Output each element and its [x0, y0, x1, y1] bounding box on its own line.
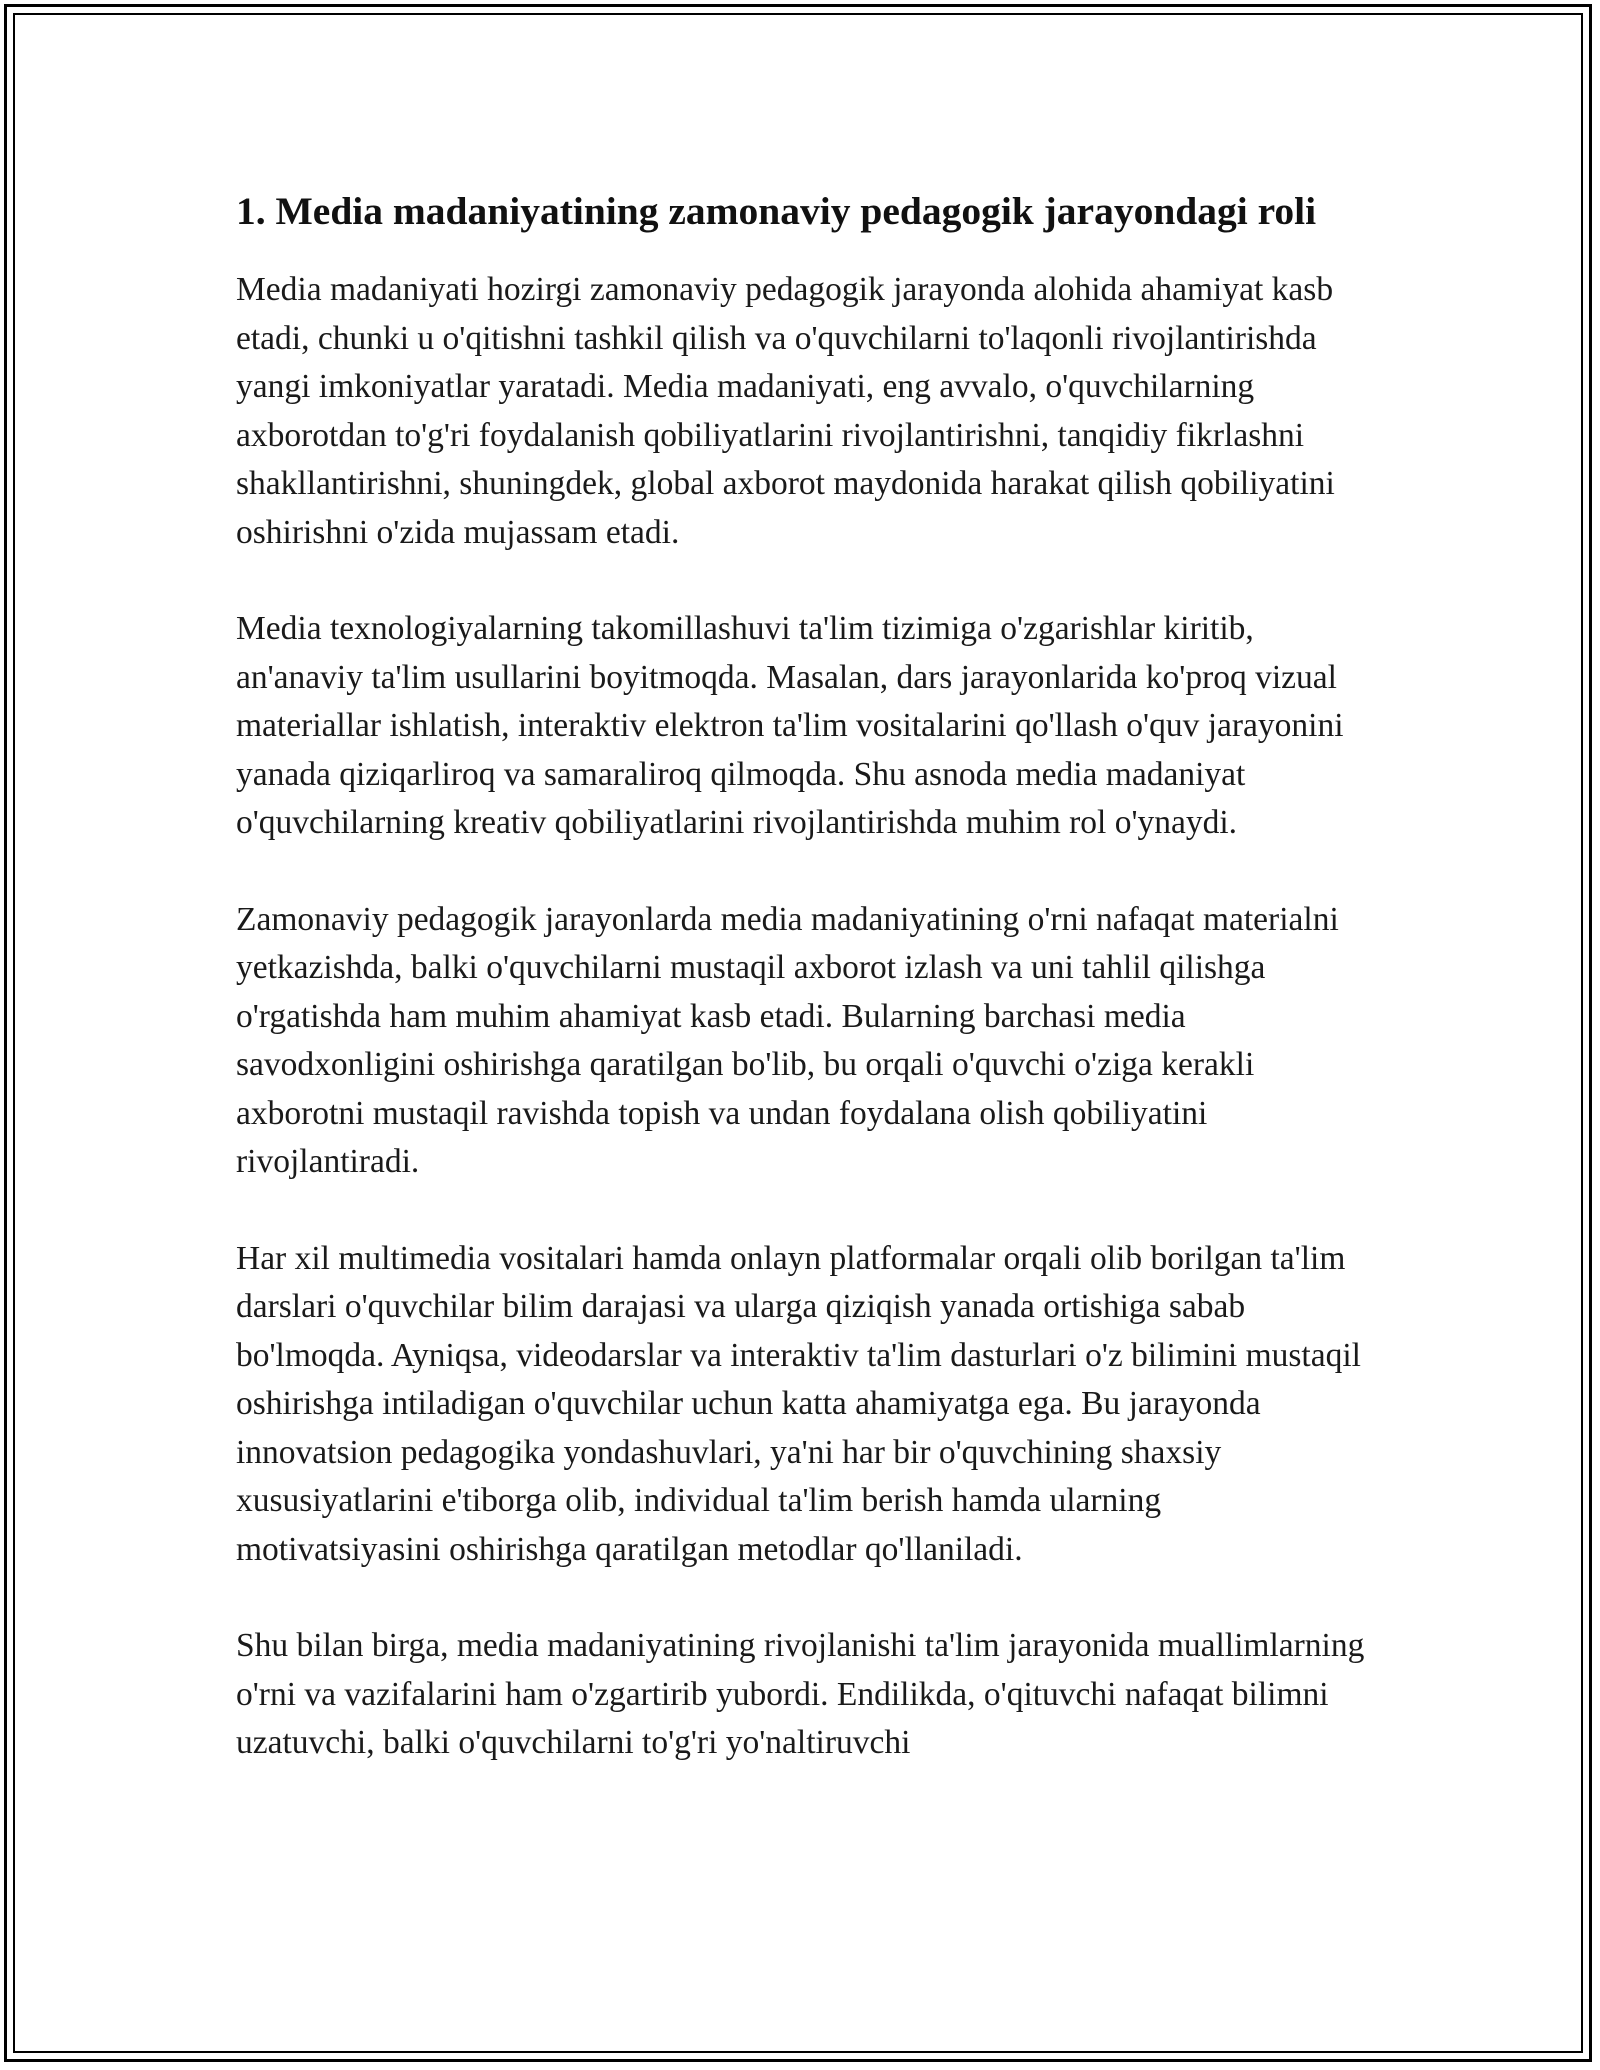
paragraph-3: Zamonaviy pedagogik jarayonlarda media madaniyatining o'rni nafaqat materialni yetkazishda, balki o'quvchilarni mustaqil axborot izlash va uni tahlil qilishga o'rgatishda ham muhim ahamiyat kasb etadi. Bularning barchasi media savodxonligini oshirishga qaratilgan bo'lib, bu orqali o'quvchi o'ziga kerakli axborotni mustaqil ravishda topish va undan foydalana olish qobiliyatini rivojlantiradi.	[236, 900, 1339, 1180]
section-heading: 1. Media madaniyatining zamonaviy pedagogik jarayondagi roli	[236, 189, 1317, 233]
paragraph-5: Shu bilan birga, media madaniyatining rivojlanishi ta'lim jarayonida muallimlarning o'rni va vazifalarini ham o'zgartirib yubordi. Endilikda, o'qituvchi nafaqat bilimni uzatuvchi, balki o'quvchilarni to'g'ri yo'naltiruvchi	[236, 1627, 1365, 1761]
paragraph-1: Media madaniyati hozirgi zamonaviy pedagogik jarayonda alohida ahamiyat kasb etadi, chunki u o'qitishni tashkil qilish va o'quvchilarni to'laqonli rivojlantirishda yangi imkoniyatlar yaratadi. Media madaniyati, eng avvalo, o'quvchilarning axborotdan to'g'ri foydalanish qobiliyatlarini rivojlantirishni, tanqidiy fikrlashni shakllantirishni, shuningdek, global axborot maydonida harakat qilish qobiliyatini oshirishni o'zida mujassam etadi.	[236, 271, 1335, 551]
paragraph-2: Media texnologiyalarning takomillashuvi ta'lim tizimiga o'zgarishlar kiritib, an'anaviy ta'lim usullarini boyitmoqda. Masalan, dars jarayonlarida ko'proq vizual materiallar ishlatish, interaktiv elektron ta'lim vositalarini qo'llash o'quv jarayonini yanada qiziqarliroq va samaraliroq qilmoqda. Shu asnoda media madaniyat o'quvchilarning kreativ qobiliyatlarini rivojlantirishda muhim rol o'ynaydi.	[236, 610, 1344, 841]
document-body	[236, 185, 1366, 1816]
paragraph-4: Har xil multimedia vositalari hamda onlayn platformalar orqali olib borilgan ta'lim darslari o'quvchilar bilim darajasi va ularga qiziqish yanada ortishiga sabab bo'lmoqda. Ayniqsa, videodarslar va interaktiv ta'lim dasturlari o'z bilimini mustaqil oshirishga intiladigan o'quvchilar uchun katta ahamiyatga ega. Bu jarayonda innovatsion pedagogika yondashuvlari, ya'ni har bir o'quvchining shaxsiy xususiyatlarini e'tiborga olib, individual ta'lim berish hamda ularning motivatsiyasini oshirishga qaratilgan metodlar qo'llaniladi.	[236, 1239, 1361, 1568]
